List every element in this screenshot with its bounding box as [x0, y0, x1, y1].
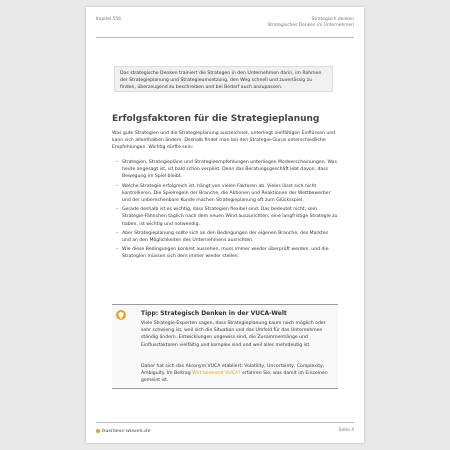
list-item: – Gerade deshalb ist es wichtig, dass Strategien flexibel sind. Das bedeutet nicht, sein Strategie-Fähnchen täglich nach dem neuen Wind auszurichten; eine langfristige Strategie zu haben, ist wichtig und notwendig. — [116, 207, 338, 227]
header-title: Strategisch denken — [311, 17, 354, 22]
list-item: – Welche Strategie erfolgreich ist, hängt von vielen Faktoren ab. Vieles lässt sich nicht kontrollieren. Die Spielregeln der Branche, die Aktionen und Reaktionen der Wettbewerber und der unberechenbare Kunde machen Strategieplanung oft zum Glücksspiel. — [116, 183, 331, 204]
tip-bulb-icon — [116, 310, 126, 320]
section-paragraph: Was gute Strategien und die Strategieplanung auszeichnet, unterliegt vielfältigen Einflüssen und kann sich allenthalben ändern. Deshalb findet man bei den Strategie-Gurus unterschiedliche Empfehlungen. Wichtig dürfte sein: — [112, 131, 336, 151]
page-header — [96, 15, 354, 38]
list-item: – Aber Strategieplanung sollte sich an den Bedingungen der eigenen Branche, des Marktes und an den Möglichkeiten des Unternehmens ausrichten. — [116, 230, 329, 244]
tip-title: Tipp: Strategisch Denken in der VUCA-Welt — [141, 310, 287, 317]
document-page — [86, 7, 364, 443]
header-titles — [267, 17, 354, 29]
section-heading: Erfolgsfaktoren für die Strategieplanung — [112, 114, 320, 124]
vuca-link[interactable]: Wirt bedeutet VUCA? — [192, 371, 241, 377]
tip-text-2: Daher hat sich das Akronym VUCA etabliert: Volatility, Uncertainty, Complexity, Ambiguity. Im Beitrag Wirt bedeutet VUCA? erfahren Sie, was damit im Einzelnen gemeint ist. — [141, 364, 328, 384]
chapter-label: Kapitel 556 — [96, 17, 121, 22]
intro-box: Das strategische Denken trainiert die Strategen in den Unternehmen darin, im Rahmen der Strategieplanung und Strategieumsetzung, den Weg schnell und zuverlässig zu finden, überzeugend zu beschreiben und bei Bedarf auch anzupassen. — [114, 66, 333, 92]
page-number: Seite 4 — [338, 428, 354, 433]
bullet-list — [116, 159, 338, 263]
tip-text: Viele Strategie-Experten sagen, dass Strategieplanung kaum noch möglich oder sehr schwierig ist, weil sich die Situation und das Umfeld für das Unternehmen ständig ändern. Entwicklungen ungewiss sind, die Zusammenhänge und Einflussfaktoren vielfältig und komplex sind und weil alles mehrdeutig ist. — [141, 321, 326, 348]
list-item: – Strategien, Strategiepläne und Strategieempfehlungen unterliegen Modeerscheinungen. Was heute angesagt ist, ist bald schon verpönt. Denn das Beratungsgeschäft lebt davon, dass Bewegung im Spiel bleibt. — [116, 160, 337, 180]
header-subtitle: Strategisches Denken im Unternehmen — [267, 23, 354, 28]
page-footer — [96, 422, 354, 433]
tip-box — [112, 304, 338, 389]
brand-dot-icon — [96, 429, 100, 433]
list-item: – Wie diese Bedingungen konkret aussehen, muss immer wieder überprüft werden, und die Strategien müssen sich dem immer wieder stellen. — [116, 247, 329, 260]
brand-logo: business-wissen.de — [96, 428, 151, 434]
